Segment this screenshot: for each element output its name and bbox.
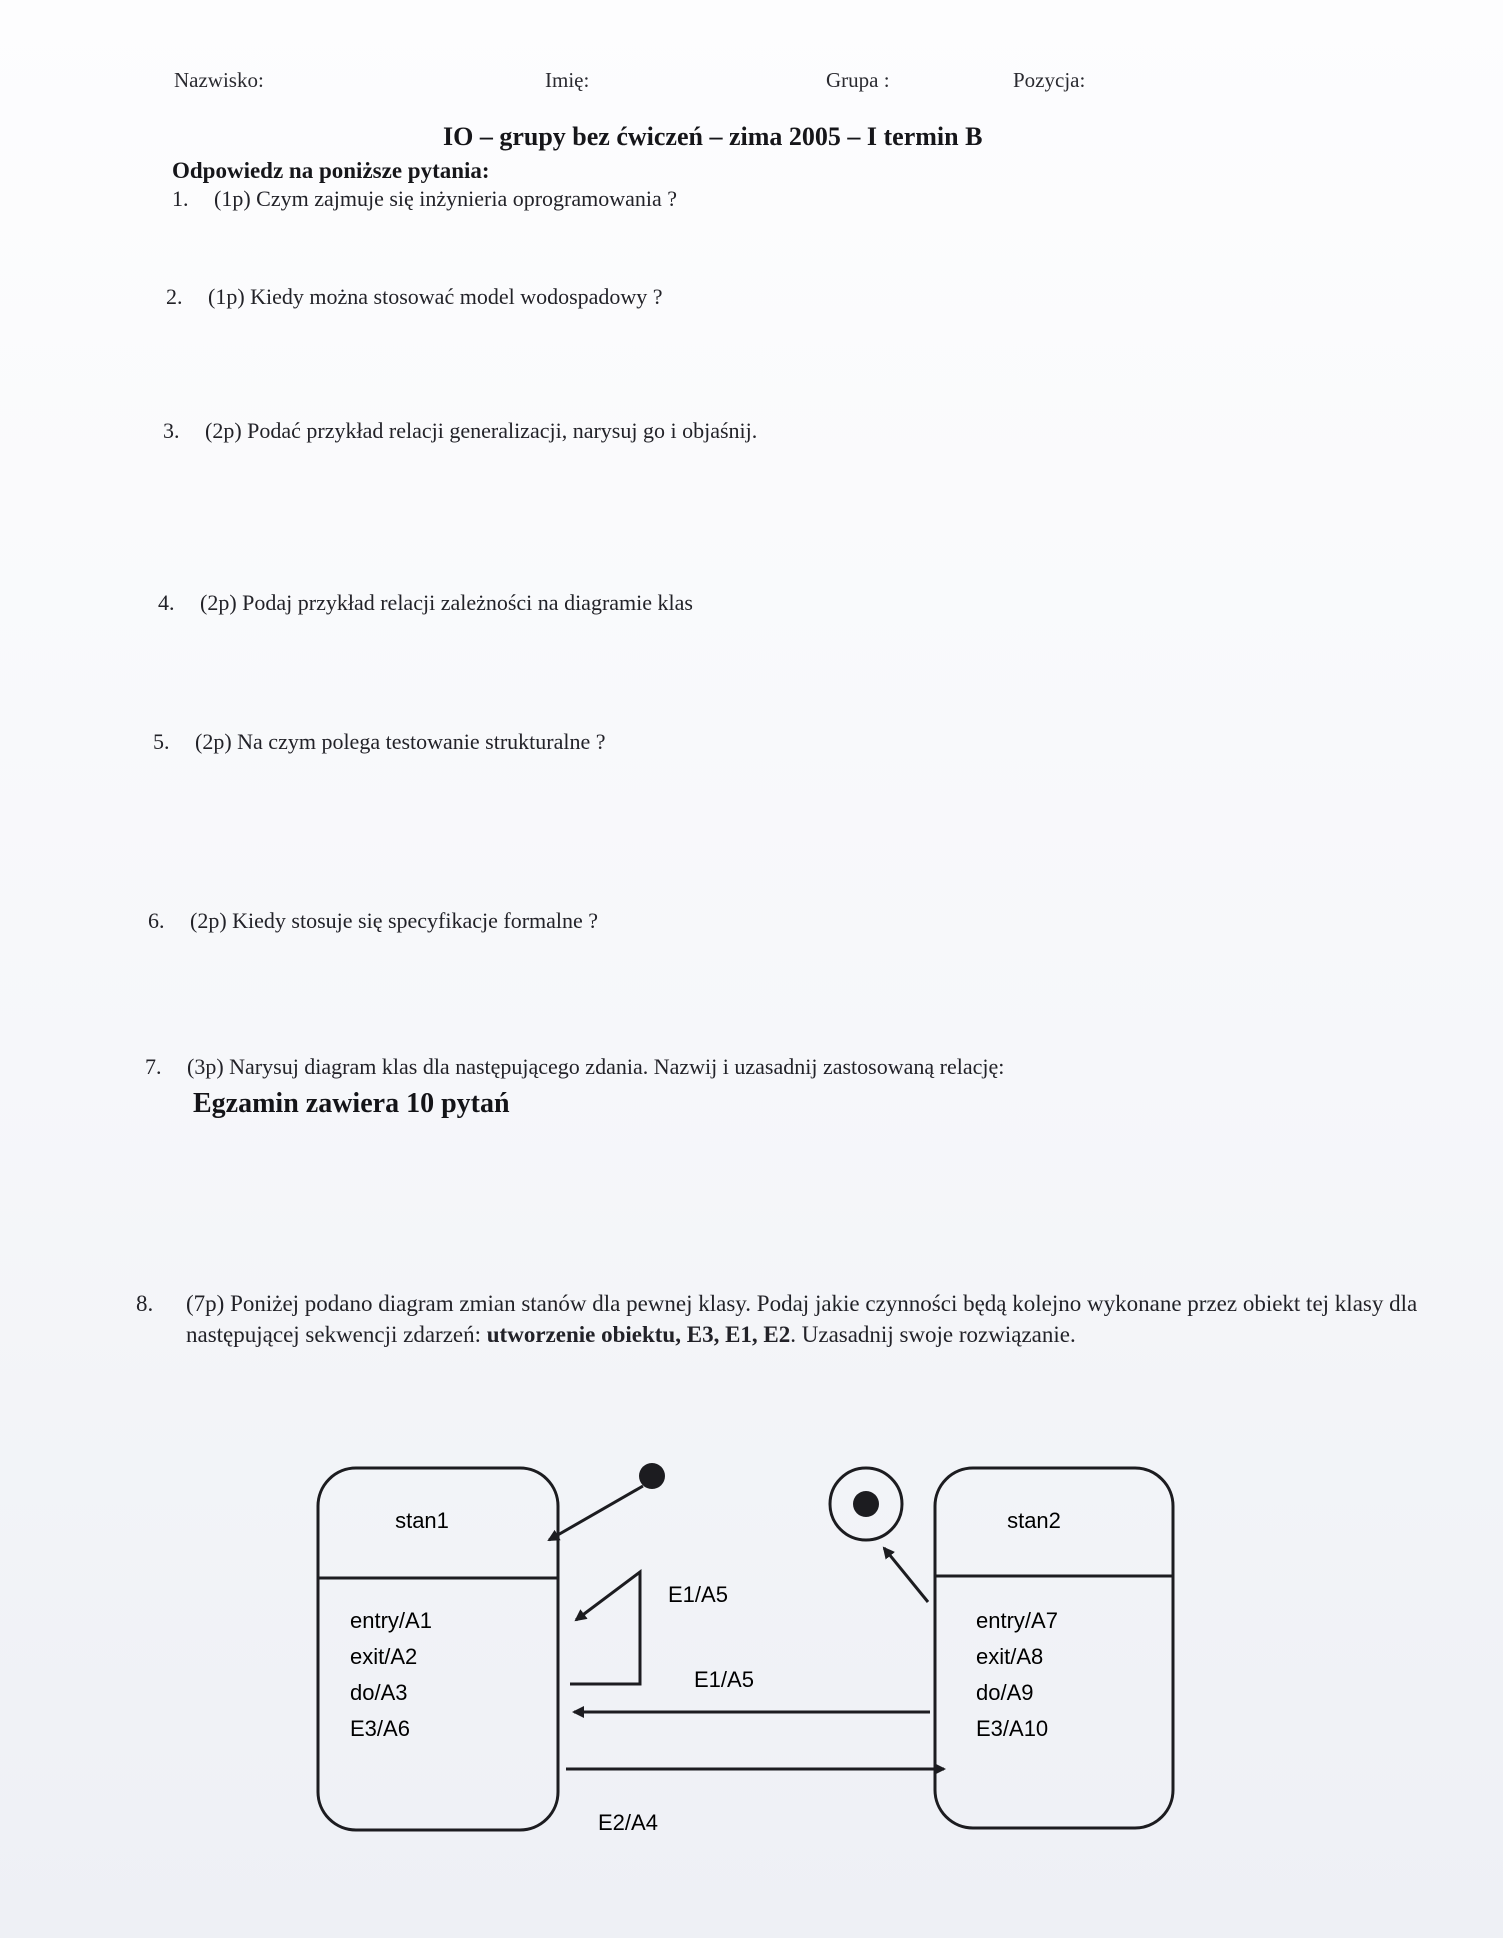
state-action: exit/A8 — [976, 1644, 1044, 1669]
state-action: entry/A7 — [976, 1608, 1058, 1633]
question-text: (2p) Na czym polega testowanie strukturalne ? — [195, 729, 606, 754]
question-text: (2p) Podać przykład relacji generalizacji, narysuj go i objaśnij. — [205, 418, 758, 443]
question-number: 1. — [172, 186, 189, 211]
state-action: exit/A2 — [350, 1644, 418, 1669]
state-action: entry/A1 — [350, 1608, 432, 1633]
question-text: (2p) Kiedy stosuje się specyfikacje formalne ? — [190, 908, 599, 933]
question-number: 2. — [166, 284, 183, 309]
question-8-text-after: . Uzasadnij swoje rozwiązanie. — [790, 1322, 1076, 1347]
question-number: 4. — [158, 590, 175, 615]
state-action: E3/A10 — [976, 1716, 1049, 1741]
firstname-label: Imię: — [545, 68, 590, 92]
question-number: 5. — [153, 729, 170, 754]
position-label: Pozycja: — [1013, 68, 1086, 92]
initial-transition-arrow — [549, 1486, 643, 1540]
state-name: stan1 — [395, 1508, 449, 1533]
question-text: (3p) Narysuj diagram klas dla następującego zdania. Nazwij i uzasadnij zastosowaną relację: — [187, 1054, 1005, 1079]
initial-state-icon — [639, 1463, 665, 1489]
self-loop-label: E1/A5 — [668, 1582, 728, 1607]
question-number: 3. — [163, 418, 180, 443]
question-text: (1p) Kiedy można stosować model wodospadowy ? — [208, 284, 663, 309]
final-transition-arrow — [884, 1548, 928, 1602]
exam-title: IO – grupy bez ćwiczeń – zima 2005 – I termin B — [443, 122, 983, 151]
transition-stan1-to-stan2-label: E2/A4 — [598, 1810, 658, 1835]
question-8-event-sequence: utworzenie obiektu, E3, E1, E2 — [486, 1322, 791, 1347]
question-number: 8. — [136, 1291, 154, 1316]
question-number: 6. — [148, 908, 165, 933]
state-action: E3/A6 — [350, 1716, 410, 1741]
state-stan2 — [935, 1468, 1173, 1828]
transition-stan2-to-stan1-label: E1/A5 — [694, 1667, 754, 1692]
question-number: 7. — [145, 1054, 162, 1079]
group-label: Grupa : — [826, 68, 890, 92]
question-text: (2p) Podaj przykład relacji zależności na diagramie klas — [200, 590, 693, 615]
question-8-text-before: (7p) Poniżej podano diagram zmian stanów dla pewnej klasy. Podaj jakie czynności będą kolejno wykonane przez obiekt tej klasy dla następującej sekwencji zdarzeń: — [186, 1291, 1418, 1347]
state-action: do/A3 — [350, 1680, 408, 1705]
state-stan1 — [318, 1468, 558, 1830]
state-action: do/A9 — [976, 1680, 1034, 1705]
state-name: stan2 — [1007, 1508, 1061, 1533]
question-text: (1p) Czym zajmuje się inżynieria oprogramowania ? — [214, 186, 678, 211]
self-loop-transition-arrow — [570, 1572, 640, 1684]
surname-label: Nazwisko: — [174, 68, 264, 92]
final-state-icon — [830, 1468, 902, 1540]
instruction: Odpowiedz na poniższe pytania: — [172, 158, 490, 183]
question-7-sentence: Egzamin zawiera 10 pytań — [193, 1088, 510, 1119]
